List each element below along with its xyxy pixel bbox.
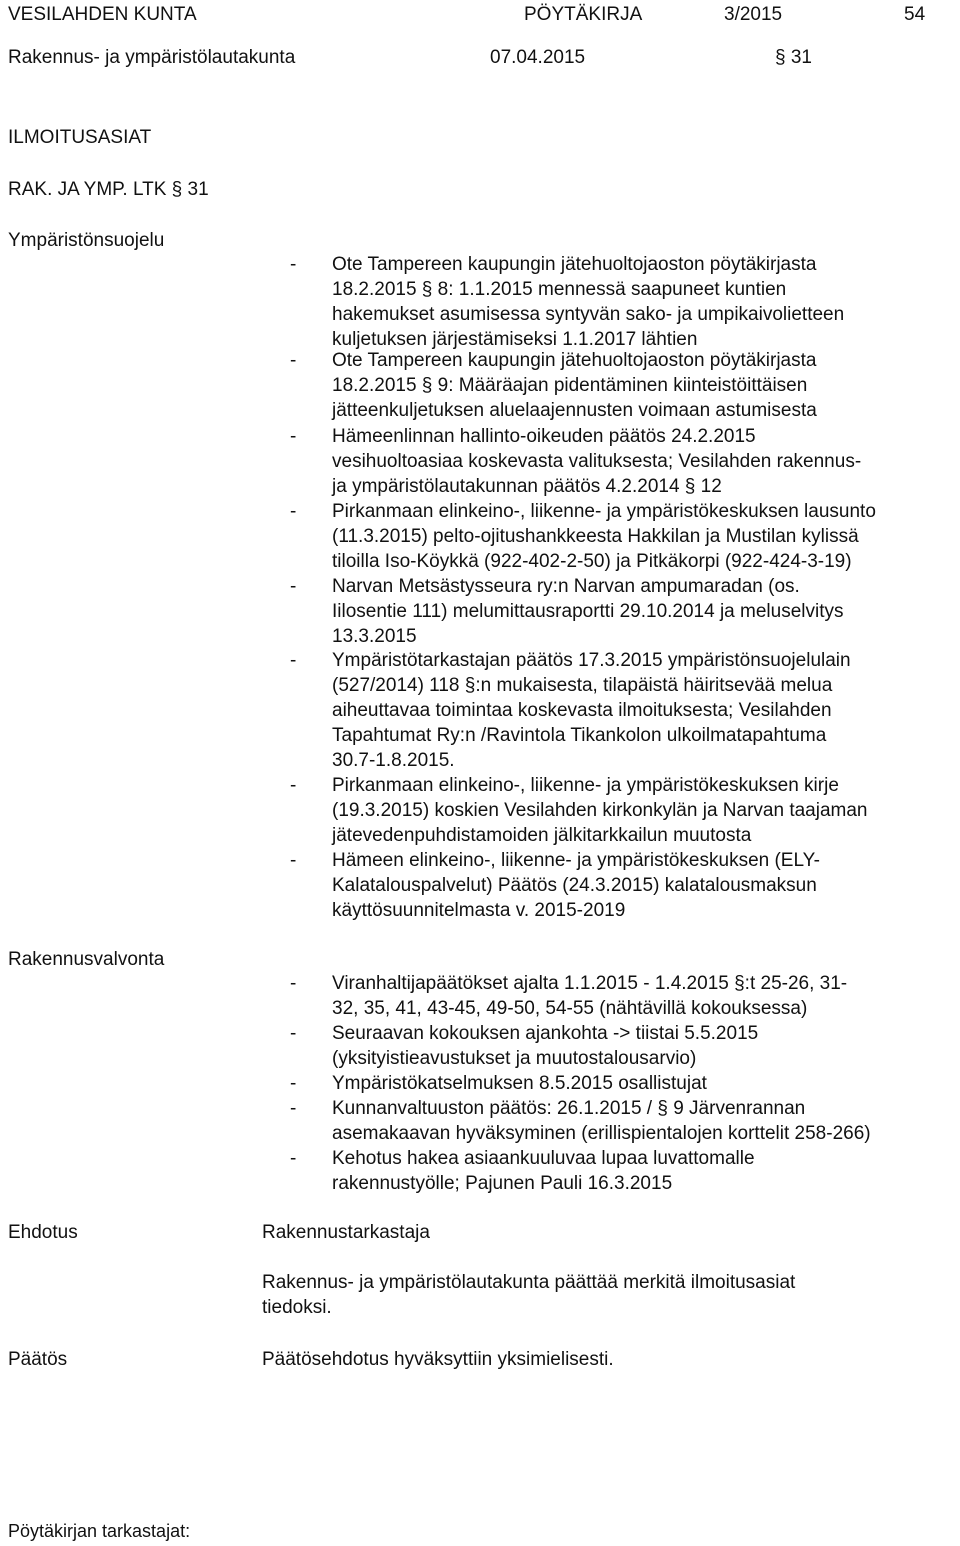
list-item-line: 18.2.2015 § 8: 1.1.2015 mennessä saapuneet kuntien [332,279,787,300]
document-type: PÖYTÄKIRJA [524,4,643,25]
list-item-line: kuljetuksen järjestämiseksi 1.1.2017 lähtien [332,329,698,350]
list-item-line: 18.2.2015 § 9: Määräajan pidentäminen kiinteistöittäisen [332,375,808,396]
meeting-date: 07.04.2015 [490,47,586,68]
list-item-line: Ympäristökatselmuksen 8.5.2015 osallistujat [332,1073,707,1094]
list-item-line: Kehotus hakea asiaankuuluvaa lupaa luvattomalle [332,1148,755,1169]
list-item-line: Tapahtumat Ry:n /Ravintola Tikankolon ulkoilmatapahtuma [332,725,827,746]
proposal-text-continued: tiedoksi. [262,1297,332,1318]
list-item-line: jätteenkuljetuksen aluelaajennusten voimaan astumisesta [332,400,817,421]
section-label-rakennusvalvonta: Rakennusvalvonta [8,949,165,970]
proposal-text: Rakennus- ja ympäristölautakunta päättää merkitä ilmoitusasiat [262,1272,796,1293]
list-item-line: (527/2014) 118 §:n mukaisesta, tilapäistä häiritsevää melua [332,675,833,696]
section-label-paatos: Päätös [8,1349,68,1370]
presenter-title: Rakennustarkastaja [262,1222,430,1243]
board-name: Rakennus- ja ympäristölautakunta [8,47,296,68]
list-dash: - [290,1148,297,1169]
list-item-line: käyttösuunnitelmasta v. 2015-2019 [332,900,626,921]
list-dash: - [290,1098,297,1119]
list-item-line: rakennustyölle; Pajunen Pauli 16.3.2015 [332,1173,673,1194]
list-item-line: Narvan Metsästysseura ry:n Narvan ampumaradan (os. [332,576,800,597]
list-item-line: Ote Tampereen kaupungin jätehuoltojaoston pöytäkirjasta [332,254,817,275]
list-dash: - [290,775,297,796]
list-item-line: Ympäristötarkastajan päätös 17.3.2015 ympäristönsuojelulain [332,650,851,671]
list-dash: - [290,426,297,447]
list-item-line: aiheuttavaa toimintaa koskevasta ilmoituksesta; Vesilahden [332,700,832,721]
section-label-ymparistonsuojelu: Ympäristönsuojelu [8,230,165,251]
list-dash: - [290,1073,297,1094]
list-item-line: 30.7-1.8.2015. [332,750,455,771]
list-dash: - [290,1023,297,1044]
list-dash: - [290,576,297,597]
list-item-line: Ote Tampereen kaupungin jätehuoltojaoston pöytäkirjasta [332,350,817,371]
list-dash: - [290,973,297,994]
list-item-line: Kalatalouspalvelut) Päätös (24.3.2015) kalatalousmaksun [332,875,817,896]
list-item-line: 32, 35, 41, 43-45, 49-50, 54-55 (nähtävillä kokouksessa) [332,998,808,1019]
page-number: 54 [904,4,926,25]
section-number: § 31 [775,47,812,68]
document-number: 3/2015 [724,4,783,25]
footer-reviewers: Pöytäkirjan tarkastajat: [8,1521,191,1541]
list-item-line: Iilosentie 111) melumittausraportti 29.10.2014 ja meluselvitys [332,601,844,622]
list-item-line: (yksityistieavustukset ja muutostalousarvio) [332,1048,697,1069]
list-item-line: asemakaavan hyväksyminen (erillispientalojen korttelit 258-266) [332,1123,871,1144]
section-label-ehdotus: Ehdotus [8,1222,78,1243]
list-item-line: Viranhaltijapäätökset ajalta 1.1.2015 - 1.4.2015 §:t 25-26, 31- [332,973,848,994]
list-dash: - [290,254,297,275]
list-dash: - [290,850,297,871]
list-item-line: Hämeenlinnan hallinto-oikeuden päätös 24.2.2015 [332,426,756,447]
list-dash: - [290,650,297,671]
list-item-line: jätevedenpuhdistamoiden jälkitarkkailun muutosta [332,825,752,846]
list-item-line: hakemukset asumisessa syntyvän sako- ja umpikaivolietteen [332,304,845,325]
list-dash: - [290,501,297,522]
list-item-line: vesihuoltoasiaa koskevasta valituksesta; Vesilahden rakennus- [332,451,862,472]
municipality-name: VESILAHDEN KUNTA [8,4,197,25]
reference-line: RAK. JA YMP. LTK § 31 [8,179,209,200]
page-title: ILMOITUSASIAT [8,127,152,148]
list-item-line: Hämeen elinkeino-, liikenne- ja ympäristökeskuksen (ELY- [332,850,820,871]
list-item-line: 13.3.2015 [332,626,417,647]
list-item-line: Kunnanvaltuuston päätös: 26.1.2015 / § 9 Järvenrannan [332,1098,806,1119]
list-item-line: Pirkanmaan elinkeino-, liikenne- ja ympäristökeskuksen kirje [332,775,839,796]
list-item-line: tiloilla Iso-Köykkä (922-402-2-50) ja Pitkäkorpi (922-424-3-19) [332,551,852,572]
list-dash: - [290,350,297,371]
list-item-line: Pirkanmaan elinkeino-, liikenne- ja ympäristökeskuksen lausunto [332,501,876,522]
list-item-line: Seuraavan kokouksen ajankohta -> tiistai 5.5.2015 [332,1023,759,1044]
list-item-line: ja ympäristölautakunnan päätös 4.2.2014 § 12 [332,476,722,497]
list-item-line: (19.3.2015) koskien Vesilahden kirkonkylän ja Narvan taajaman [332,800,868,821]
decision-text: Päätösehdotus hyväksyttiin yksimielisesti. [262,1349,614,1370]
list-item-line: (11.3.2015) pelto-ojitushankkeesta Hakkilan ja Mustilan kylissä [332,526,859,547]
